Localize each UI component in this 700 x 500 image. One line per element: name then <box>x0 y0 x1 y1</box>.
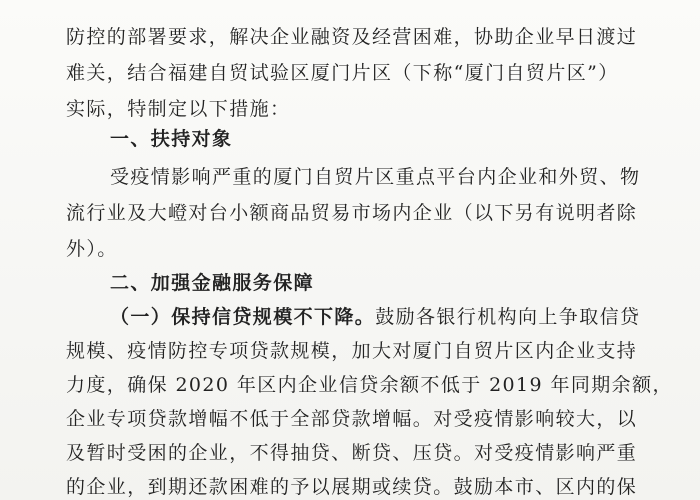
section-heading-2: 二、加强金融服务保障 <box>110 272 315 294</box>
body-line-9 <box>110 304 640 330</box>
body-line-7: 外）。 <box>66 238 118 260</box>
body-line-6: 流行业及大嶝对台小额商品贸易市场内企业（以下另有说明者除 <box>66 202 638 224</box>
body-line-14: 的企业，到期还款困难的予以展期或续贷。鼓励本市、区内的保 <box>66 476 638 498</box>
body-line-5: 受疫情影响严重的厦门自贸片区重点平台内企业和外贸、物 <box>110 166 641 188</box>
body-line-11: 力度，确保 2020 年区内企业信贷余额不低于 2019 年同期余额， <box>66 374 673 396</box>
body-line-1: 防控的部署要求，解决企业融资及经营困难，协助企业早日渡过 <box>66 26 638 48</box>
subsection-lead: （一）保持信贷规模不下降。 <box>110 306 376 328</box>
body-line-2: 难关，结合福建自贸试验区厦门片区（下称“厦门自贸片区”） <box>66 62 619 84</box>
body-line-13: 及暂时受困的企业，不得抽贷、断贷、压贷。对受疫情影响严重 <box>66 442 638 464</box>
subsection-text: 鼓励各银行机构向上争取信贷 <box>375 306 641 328</box>
body-line-3: 实际，特制定以下措施： <box>66 98 291 120</box>
body-line-12: 企业专项贷款增幅不低于全部贷款增幅。对受疫情影响较大，以 <box>66 408 638 430</box>
section-heading-1: 一、扶持对象 <box>110 128 233 150</box>
body-line-10: 规模、疫情防控专项贷款规模，加大对厦门自贸片区内企业支持 <box>66 340 638 362</box>
